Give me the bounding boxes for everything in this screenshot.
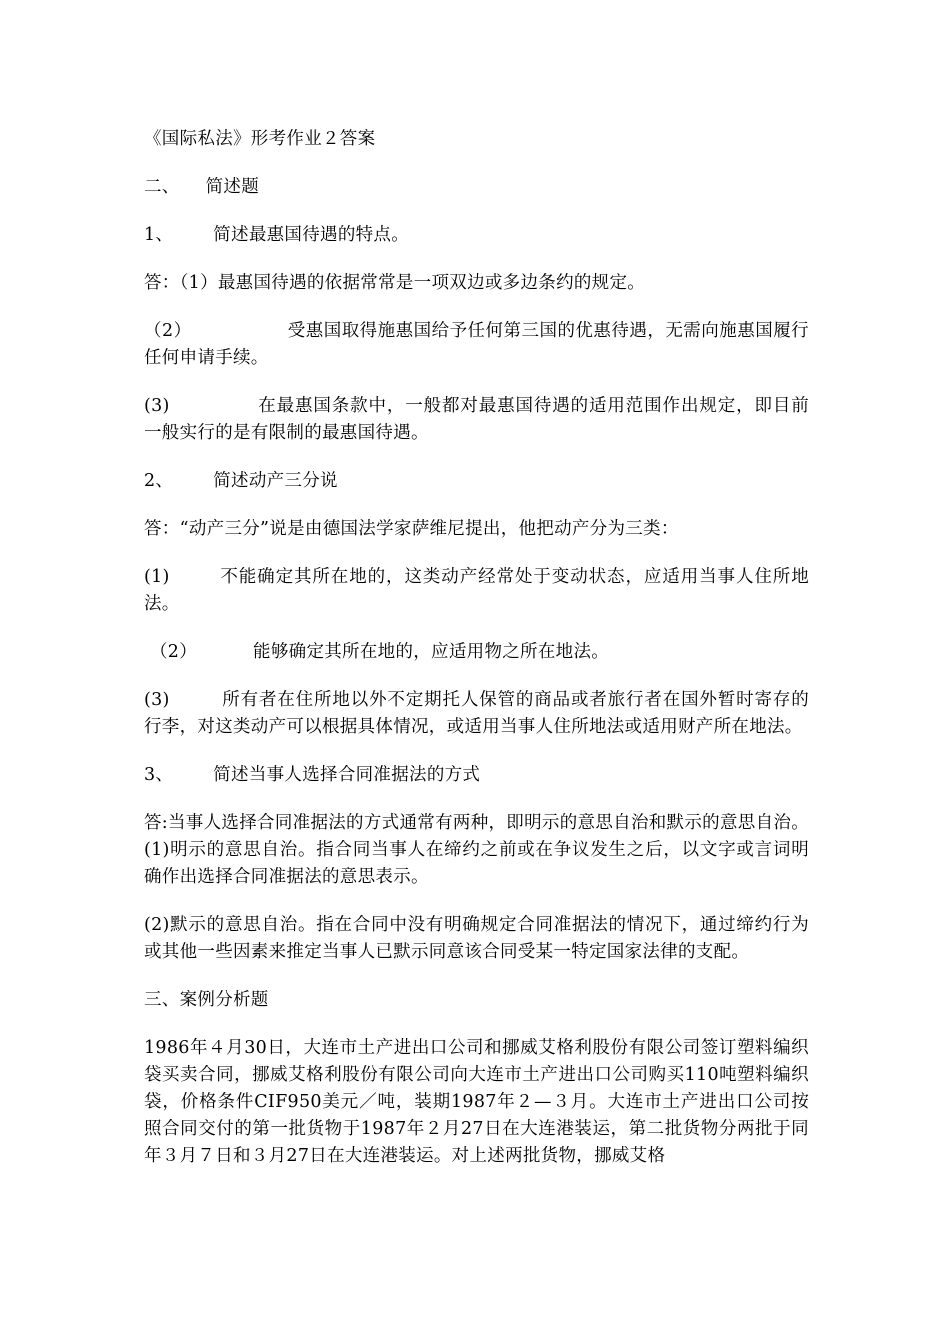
answer-2-point-2	[144, 639, 809, 666]
point-number: （2）	[144, 321, 192, 341]
point-number: (1)	[144, 567, 170, 587]
question-3	[144, 762, 809, 789]
document-title: 《国际私法》形考作业２答案	[144, 129, 376, 149]
answer-3-part-1: 答:当事人选择合同准据法的方式通常有两种，即明示的意思自治和默示的意思自治。(1)明示的意思自治。指合同当事人在缔约之前或在争议发生之后，以文字或言词明确作出选择合同准据法的意思表示。	[144, 813, 809, 887]
question-number: 1、	[144, 225, 174, 245]
answer-2-point-1	[144, 564, 809, 618]
point-number: （2）	[150, 642, 198, 662]
question-1	[144, 222, 809, 249]
section-heading-short-answer	[144, 174, 809, 201]
point-number: (3)	[144, 396, 170, 416]
section-number: 二、	[144, 177, 180, 197]
question-number: 3、	[144, 765, 174, 785]
point-number: (3)	[144, 690, 170, 710]
point-text: 能够确定其所在地的，应适用物之所在地法。	[253, 642, 610, 662]
answer-2-point-3	[144, 687, 809, 741]
answer-2-intro: 答：“动产三分”说是由德国法学家萨维尼提出，他把动产分为三类：	[144, 519, 679, 539]
point-text: 不能确定其所在地的，这类动产经常处于变动状态，应适用当事人住所地法。	[144, 567, 809, 614]
document-body	[144, 126, 809, 1191]
question-text: 简述最惠国待遇的特点。	[213, 225, 410, 245]
answer-1-point-2	[144, 318, 809, 372]
point-text: 所有者在住所地以外不定期托人保管的商品或者旅行者在国外暂时寄存的行李，对这类动产可以根据具体情况，或适用当事人住所地法或适用财产所在地法。	[144, 690, 809, 737]
case-text: 1986年４月30日，大连市土产进出口公司和挪威艾格利股份有限公司签订塑料编织袋买卖合同，挪威艾格利股份有限公司向大连市土产进出口公司购买110吨塑料编织袋，价格条件CIF950美元／吨，装期1987年２—３月。大连市土产进出口公司按照合同交付的第一批货物于1987年２月27日在大连港装运，第二批货物分两批于同年３月７日和３月27日在大连港装运。对上述两批货物，挪威艾格	[144, 1038, 809, 1166]
answer-3-part-2: (2)默示的意思自治。指在合同中没有明确规定合同准据法的情况下，通过缔约行为或其他一些因素来推定当事人已默示同意该合同受某一特定国家法律的支配。	[144, 915, 809, 962]
section-title: 简述题	[205, 177, 260, 197]
answer-1-point-1: 答：（1）最惠国待遇的依据常常是一项双边或多边条约的规定。	[144, 273, 646, 293]
answer-1-point-3	[144, 393, 809, 447]
point-text: 受惠国取得施惠国给予任何第三国的优惠待遇，无需向施惠国履行任何申请手续。	[144, 321, 809, 368]
section-heading-case-analysis: 三、案例分析题	[144, 990, 269, 1010]
question-text: 简述当事人选择合同准据法的方式	[213, 765, 481, 785]
question-2	[144, 468, 809, 495]
question-text: 简述动产三分说	[213, 471, 338, 491]
point-text: 在最惠国条款中，一般都对最惠国待遇的适用范围作出规定，即目前一般实行的是有限制的最惠国待遇。	[144, 396, 809, 443]
question-number: 2、	[144, 471, 174, 491]
